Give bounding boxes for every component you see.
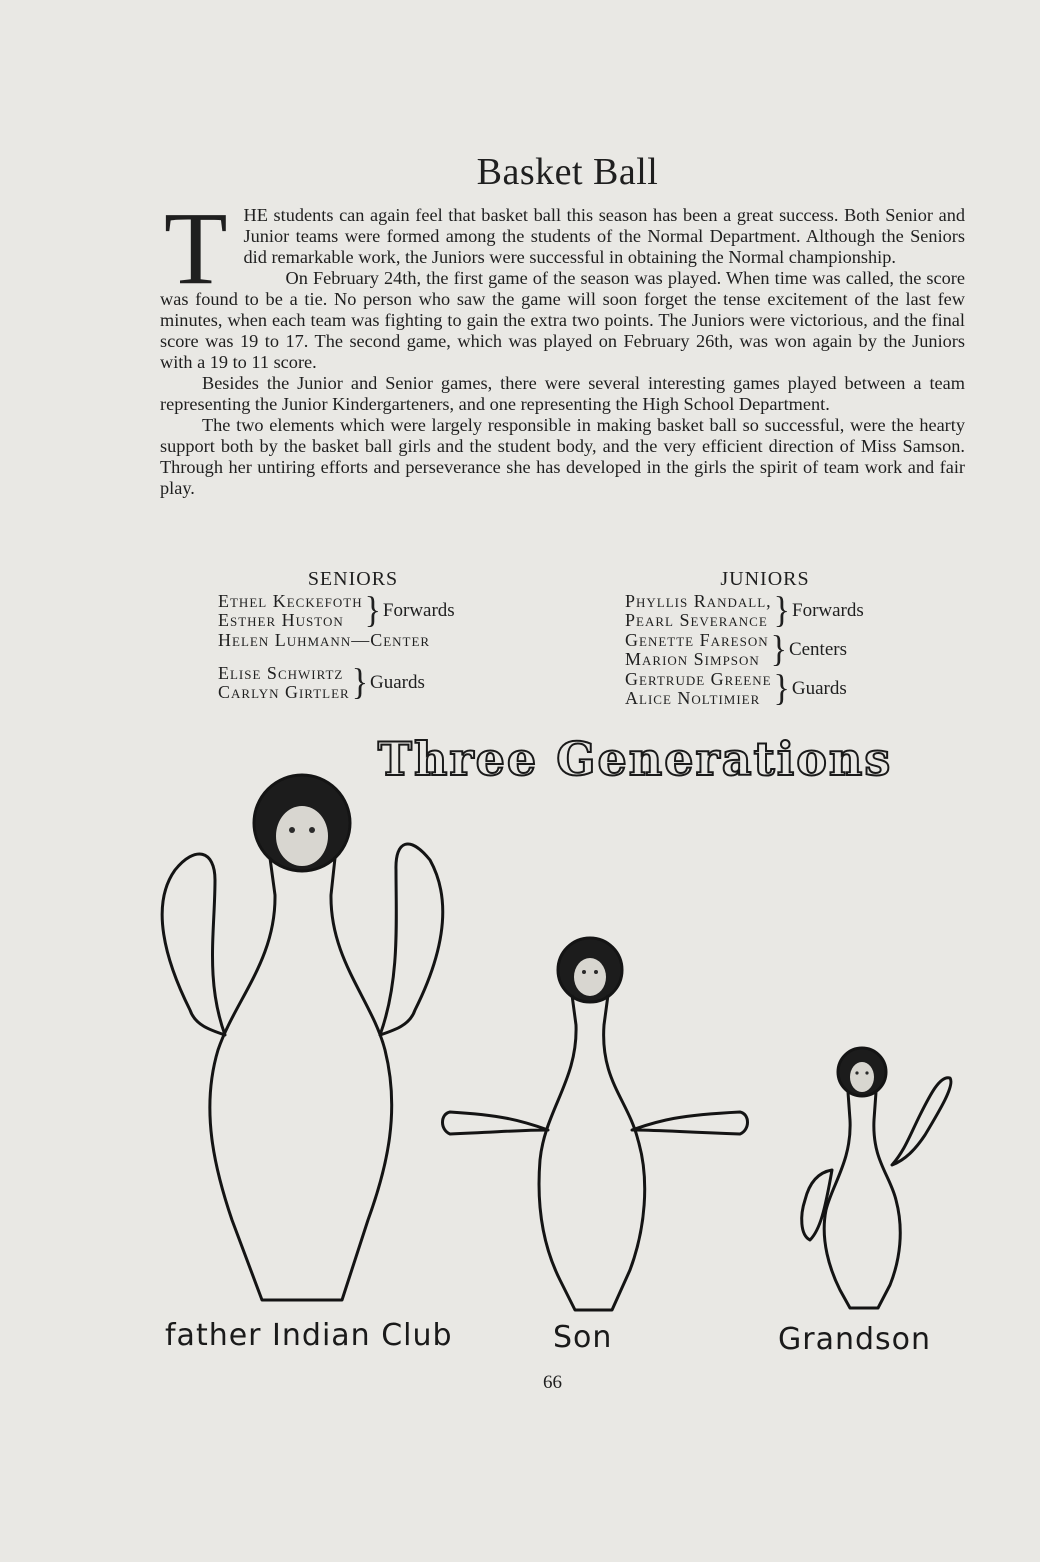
caption-son: Son: [553, 1320, 613, 1355]
juniors-heading: JUNIORS: [720, 568, 810, 590]
paragraph-4: The two elements which were largely responsible in making basket ball so successful, were the hearty support both by the basket ball girls and the student body, and the very efficient direction of Miss Samson. Through her untiring efforts and perseverance she has developed in the girls the spirit of team work and fair play.: [160, 415, 965, 498]
player-name: Marion Simpson: [625, 649, 760, 669]
seniors-heading: SENIORS: [307, 568, 399, 590]
player-name: Genette Fareson: [625, 630, 769, 650]
indian-club-cartoon: [0, 760, 1040, 1320]
paragraph-1-text: HE students can again feel that basket ball this season has been a great success. Both Senior and Junior teams were formed among the students of the Normal Department. Although the Seniors did remarkable work, the Juniors were successful in obtaining the Normal championship.: [243, 205, 965, 267]
position-label: Centers: [788, 639, 847, 660]
seniors-center: Helen Luhmann—Center: [218, 630, 431, 650]
position-label: Forwards: [382, 600, 455, 621]
seniors-guards: [218, 664, 488, 702]
page-number: 66: [543, 1372, 562, 1393]
brace: }: [773, 668, 790, 709]
player-name: Gertrude Greene: [625, 669, 772, 689]
cartoon-heading: Three Generations: [377, 732, 893, 786]
drop-cap: T: [164, 191, 228, 306]
juniors-guards: [625, 670, 905, 708]
player-name: Esther Huston: [218, 610, 344, 630]
player-name: Pearl Severance: [625, 610, 768, 630]
paragraph-3: Besides the Junior and Senior games, there were several interesting games played between a team representing the Junior Kindergarteners, and one representing the High School Department.: [160, 373, 965, 414]
seniors-roster: [218, 568, 488, 702]
position-label: Guards: [791, 678, 847, 699]
brace: }: [770, 629, 787, 670]
caption-grandson: Grandson: [778, 1322, 932, 1357]
position-label: Forwards: [792, 600, 864, 621]
player-name: Alice Noltimier: [625, 688, 761, 708]
juniors-roster: [625, 568, 905, 708]
seniors-forwards: [218, 592, 488, 630]
brace: }: [773, 590, 790, 631]
juniors-centers: [625, 631, 905, 669]
player-name: Phyllis Randall,: [625, 591, 772, 611]
paragraph-1: [160, 191, 965, 306]
caption-father: father Indian Club: [165, 1318, 453, 1353]
grandson-club-drawing: [802, 1048, 951, 1308]
article-title: Basket Ball: [476, 151, 659, 193]
player-name: Carlyn Girtler: [218, 682, 350, 702]
player-name: Ethel Keckefoth: [218, 591, 363, 611]
juniors-forwards: [625, 592, 905, 630]
brace: }: [364, 590, 381, 631]
position-label: Guards: [370, 672, 425, 693]
team-rosters: [0, 568, 1040, 733]
paragraph-2: On February 24th, the first game of the season was played. When time was called, the score was found to be a tie. No person who saw the game will soon forget the tense excitement of the last few minutes, when each team was fighting to gain the extra two points. The Juniors were victorious, and the final score was 19 to 17. The second game, which was played on February 26th, was won again by the Juniors with a 19 to 11 score.: [160, 268, 965, 372]
brace: }: [351, 662, 369, 703]
article-body: [160, 191, 965, 499]
player-name: Elise Schwirtz: [218, 663, 344, 683]
